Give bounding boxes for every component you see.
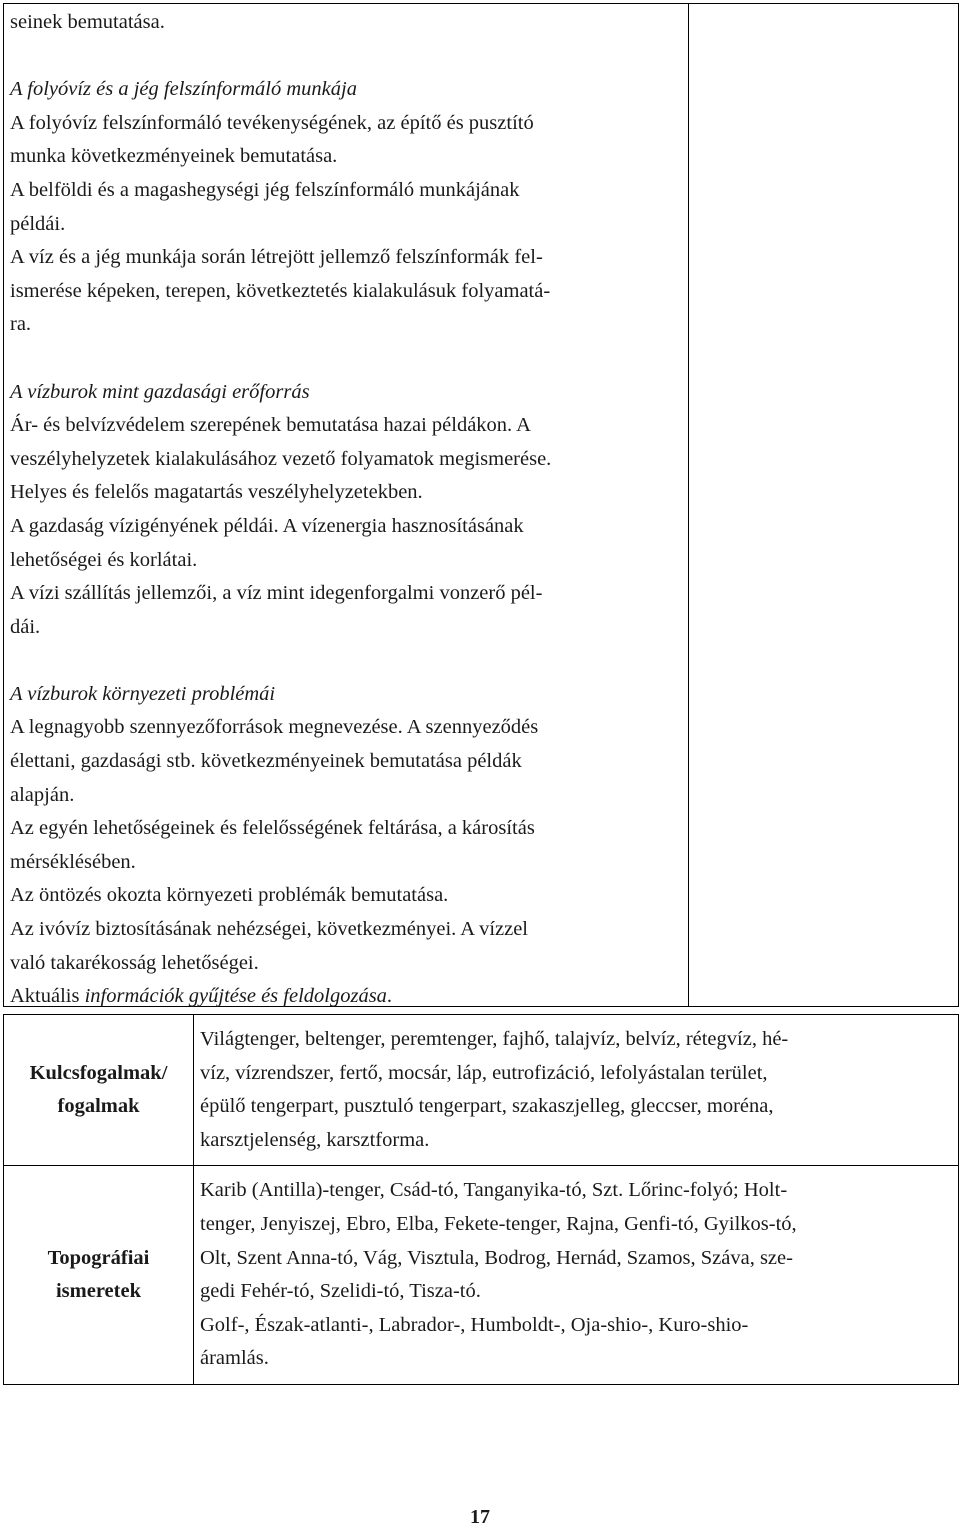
text-line: A legnagyobb szennyezőforrások megnevezése. A szennyeződés bbox=[10, 716, 539, 739]
section-heading: A folyóvíz és a jég felszínformáló munkája bbox=[10, 78, 357, 101]
text-line: Ár- és belvízvédelem szerepének bemutatása hazai példákon. A bbox=[10, 414, 531, 437]
text-span-suffix: . bbox=[386, 985, 393, 1008]
content-table-upper-cell bbox=[3, 3, 959, 1007]
section-heading: A vízburok mint gazdasági erőforrás bbox=[10, 380, 310, 403]
section-heading: A vízburok környezeti problémái bbox=[10, 682, 276, 705]
text-line: dái. bbox=[10, 615, 41, 638]
paragraph-gap bbox=[10, 40, 680, 74]
text-line: A vízi szállítás jellemzői, a víz mint idegenforgalmi vonzerő pél- bbox=[10, 582, 543, 605]
text-line: munka következményeinek bemutatása. bbox=[10, 145, 338, 168]
text-line: Az egyén lehetőségeinek és felelősségének feltárása, a károsítás bbox=[10, 817, 535, 840]
text-line: A víz és a jég munkája során létrejött jellemző felszínformák fel- bbox=[10, 246, 543, 269]
text-line: veszélyhelyzetek kialakulásához vezető folyamatok megismerése. bbox=[10, 447, 552, 470]
table-row-key-concepts bbox=[4, 1015, 959, 1166]
row-body-line: Golf-, Észak-atlanti-, Labrador-, Humboldt-, Oja-shio-, Kuro-shio- bbox=[200, 1313, 749, 1336]
text-line: való takarékosság lehetőségei. bbox=[10, 951, 259, 974]
text-line: A folyóvíz felszínformáló tevékenységének, az építő és pusztító bbox=[10, 111, 534, 134]
row-body-line: Olt, Szent Anna-tó, Vág, Visztula, Bodrog, Hernád, Szamos, Száva, sze- bbox=[200, 1246, 793, 1269]
summary-table bbox=[3, 1014, 959, 1385]
text-line: A gazdaság vízigényének példái. A vízenergia hasznosításának bbox=[10, 514, 524, 537]
text-line: A belföldi és a magashegységi jég felszínformáló munkájának bbox=[10, 178, 520, 201]
key-concepts-label bbox=[4, 1015, 194, 1166]
text-line: Az öntözés okozta környezeti problémák bemutatása. bbox=[10, 884, 449, 907]
text-line-mixed bbox=[10, 980, 680, 1014]
key-concepts-body bbox=[194, 1015, 959, 1166]
topography-body bbox=[194, 1166, 959, 1385]
topography-label bbox=[4, 1166, 194, 1385]
text-line: ismerése képeken, terepen, következtetés kialakulásuk folyamatá- bbox=[10, 279, 551, 302]
text-line: Az ivóvíz biztosításának nehézségei, következményei. A vízzel bbox=[10, 918, 529, 941]
row-body-line: Karib (Antilla)-tenger, Csád-tó, Tanganyika-tó, Szt. Lőrinc-folyó; Holt- bbox=[200, 1179, 788, 1202]
row-body-line: gedi Fehér-tó, Szelidi-tó, Tisza-tó. bbox=[200, 1280, 481, 1303]
row-label-line: Kulcsfogalmak/ bbox=[29, 1061, 168, 1084]
row-body-line: tenger, Jenyiszej, Ebro, Elba, Fekete-tenger, Rajna, Genfi-tó, Gyilkos-tó, bbox=[200, 1212, 797, 1235]
table-row-topography bbox=[4, 1166, 959, 1385]
paragraph-gap bbox=[10, 342, 680, 376]
row-label-line: fogalmak bbox=[57, 1095, 140, 1118]
column-divider bbox=[688, 4, 689, 1006]
row-body-line: épülő tengerpart, pusztuló tengerpart, szakaszjelleg, gleccser, moréna, bbox=[200, 1095, 774, 1118]
text-line: alapján. bbox=[10, 783, 75, 806]
row-label-line: Topográfiai bbox=[47, 1246, 150, 1269]
text-line: példái. bbox=[10, 212, 66, 235]
text-line: seinek bemutatása. bbox=[10, 11, 165, 33]
text-line: élettani, gazdasági stb. következményeinek bemutatása példák bbox=[10, 750, 522, 773]
text-line: Helyes és felelős magatartás veszélyhelyzetekben. bbox=[10, 481, 423, 504]
paragraph-gap bbox=[10, 644, 680, 678]
text-line: ra. bbox=[10, 313, 32, 336]
page-number: 17 bbox=[470, 1506, 490, 1528]
row-body-line: áramlás. bbox=[200, 1347, 269, 1370]
row-body-line: Világtenger, beltenger, peremtenger, fajhő, talajvíz, belvíz, rétegvíz, hé- bbox=[200, 1028, 789, 1050]
text-span-italic: információk gyűjtése és feldolgozása bbox=[84, 985, 387, 1008]
row-label-line: ismeretek bbox=[55, 1280, 141, 1303]
text-span-prefix: Aktuális bbox=[10, 985, 85, 1008]
row-body-line: víz, vízrendszer, fertő, mocsár, láp, eutrofizáció, lefolyástalan terület, bbox=[200, 1061, 768, 1084]
text-line: lehetőségei és korlátai. bbox=[10, 548, 198, 571]
upper-text-block bbox=[10, 6, 680, 1014]
text-line: mérséklésében. bbox=[10, 850, 136, 873]
row-body-line: karsztjelenség, karsztforma. bbox=[200, 1128, 430, 1151]
